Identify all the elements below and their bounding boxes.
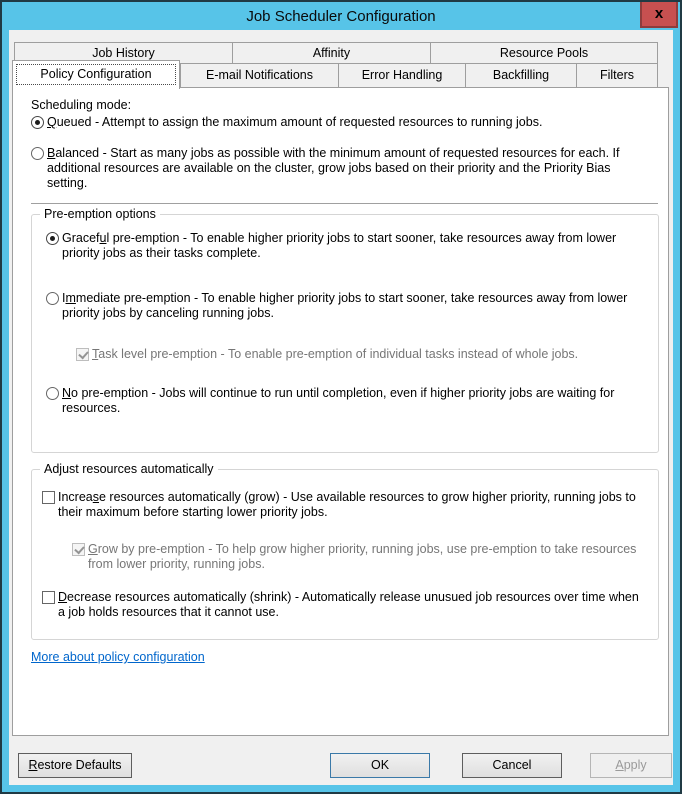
graceful-preemption-radio-row[interactable] xyxy=(46,231,640,261)
no-preemption-label: No pre-emption - Jobs will continue to run until completion, even if higher priority jobs are waiting for resources. xyxy=(62,386,615,415)
close-icon: x xyxy=(654,5,664,22)
tab-label: Backfilling xyxy=(492,68,550,82)
tab-label: Resource Pools xyxy=(499,46,589,60)
ok-button[interactable]: OK xyxy=(330,753,430,778)
window-title: Job Scheduler Configuration xyxy=(246,8,436,25)
balanced-label: Balanced - Start as many jobs as possible with the minimum amount of requested resources for each. If additional resources are available on the cluster, grow jobs based on their priority and the Priority Bias setting. xyxy=(47,146,620,190)
tab-label: Affinity xyxy=(312,46,351,60)
decrease-resources-label: Decrease resources automatically (shrink) - Automatically release unusued job resources over time when a job holds resources that it cannot use. xyxy=(58,590,639,619)
grow-by-preemption-label: Grow by pre-emption - To help grow higher priority, running jobs, use pre-emption to take resources from lower priority, running jobs. xyxy=(88,542,637,571)
tab-label: E-mail Notifications xyxy=(206,68,313,82)
task-level-preemption-checkbox-row xyxy=(76,347,636,362)
policy-configuration-page xyxy=(12,87,669,736)
section-separator xyxy=(31,203,658,204)
tab-label: Policy Configuration xyxy=(40,67,152,81)
graceful-preemption-radio[interactable] xyxy=(46,232,59,245)
adjust-resources-group xyxy=(31,462,659,640)
increase-resources-checkbox[interactable] xyxy=(42,491,55,504)
adjust-resources-group-label: Adjust resources automatically xyxy=(40,462,218,477)
graceful-preemption-label: Graceful pre-emption - To enable higher priority jobs to start sooner, take resources away from lower priority jobs as their tasks complete. xyxy=(62,231,617,260)
preemption-options-group-label: Pre-emption options xyxy=(40,207,160,222)
tab-label: Job History xyxy=(92,46,155,60)
restore-defaults-button[interactable]: Restore Defaults xyxy=(18,753,132,778)
tab-backfilling[interactable] xyxy=(465,63,577,88)
dialog-content xyxy=(9,30,673,785)
queued-radio-row[interactable] xyxy=(31,115,649,130)
more-about-policy-configuration-link[interactable]: More about policy configuration xyxy=(31,650,205,664)
cancel-button[interactable]: Cancel xyxy=(462,753,562,778)
balanced-radio[interactable] xyxy=(31,147,44,160)
no-preemption-radio-row[interactable] xyxy=(46,386,646,416)
immediate-preemption-label: Immediate pre-emption - To enable higher priority jobs to start sooner, take resources away from lower priority jobs by canceling running jobs. xyxy=(62,291,628,320)
no-preemption-radio[interactable] xyxy=(46,387,59,400)
tab-error-handling[interactable] xyxy=(338,63,466,88)
queued-radio[interactable] xyxy=(31,116,44,129)
tab-email-notifications[interactable] xyxy=(180,63,339,88)
grow-by-preemption-checkbox xyxy=(72,543,85,556)
close-button[interactable] xyxy=(640,2,678,28)
tab-resource-pools[interactable] xyxy=(430,42,658,64)
task-level-preemption-checkbox xyxy=(76,348,89,361)
grow-by-preemption-checkbox-row xyxy=(72,542,644,572)
increase-resources-checkbox-row[interactable] xyxy=(42,490,644,520)
task-level-preemption-label: Task level pre-emption - To enable pre-emption of individual tasks instead of whole jobs. xyxy=(92,347,579,361)
immediate-preemption-radio-row[interactable] xyxy=(46,291,640,321)
scheduling-mode-heading: Scheduling mode: xyxy=(31,98,132,112)
queued-label: Queued - Attempt to assign the maximum amount of requested resources to running jobs. xyxy=(47,115,543,129)
apply-button[interactable]: Apply xyxy=(590,753,672,778)
increase-resources-label: Increase resources automatically (grow) - Use available resources to grow higher priority, running jobs to their maximum before starting lower priority jobs. xyxy=(58,490,636,519)
titlebar xyxy=(2,2,680,30)
preemption-options-group xyxy=(31,207,659,453)
immediate-preemption-radio[interactable] xyxy=(46,292,59,305)
decrease-resources-checkbox-row[interactable] xyxy=(42,590,644,620)
tab-policy-configuration[interactable] xyxy=(12,60,180,89)
tab-label: Filters xyxy=(599,68,635,82)
balanced-radio-row[interactable] xyxy=(31,146,645,191)
tab-filters[interactable] xyxy=(576,63,658,88)
decrease-resources-checkbox[interactable] xyxy=(42,591,55,604)
tab-affinity[interactable] xyxy=(232,42,431,64)
tab-label: Error Handling xyxy=(361,68,443,82)
